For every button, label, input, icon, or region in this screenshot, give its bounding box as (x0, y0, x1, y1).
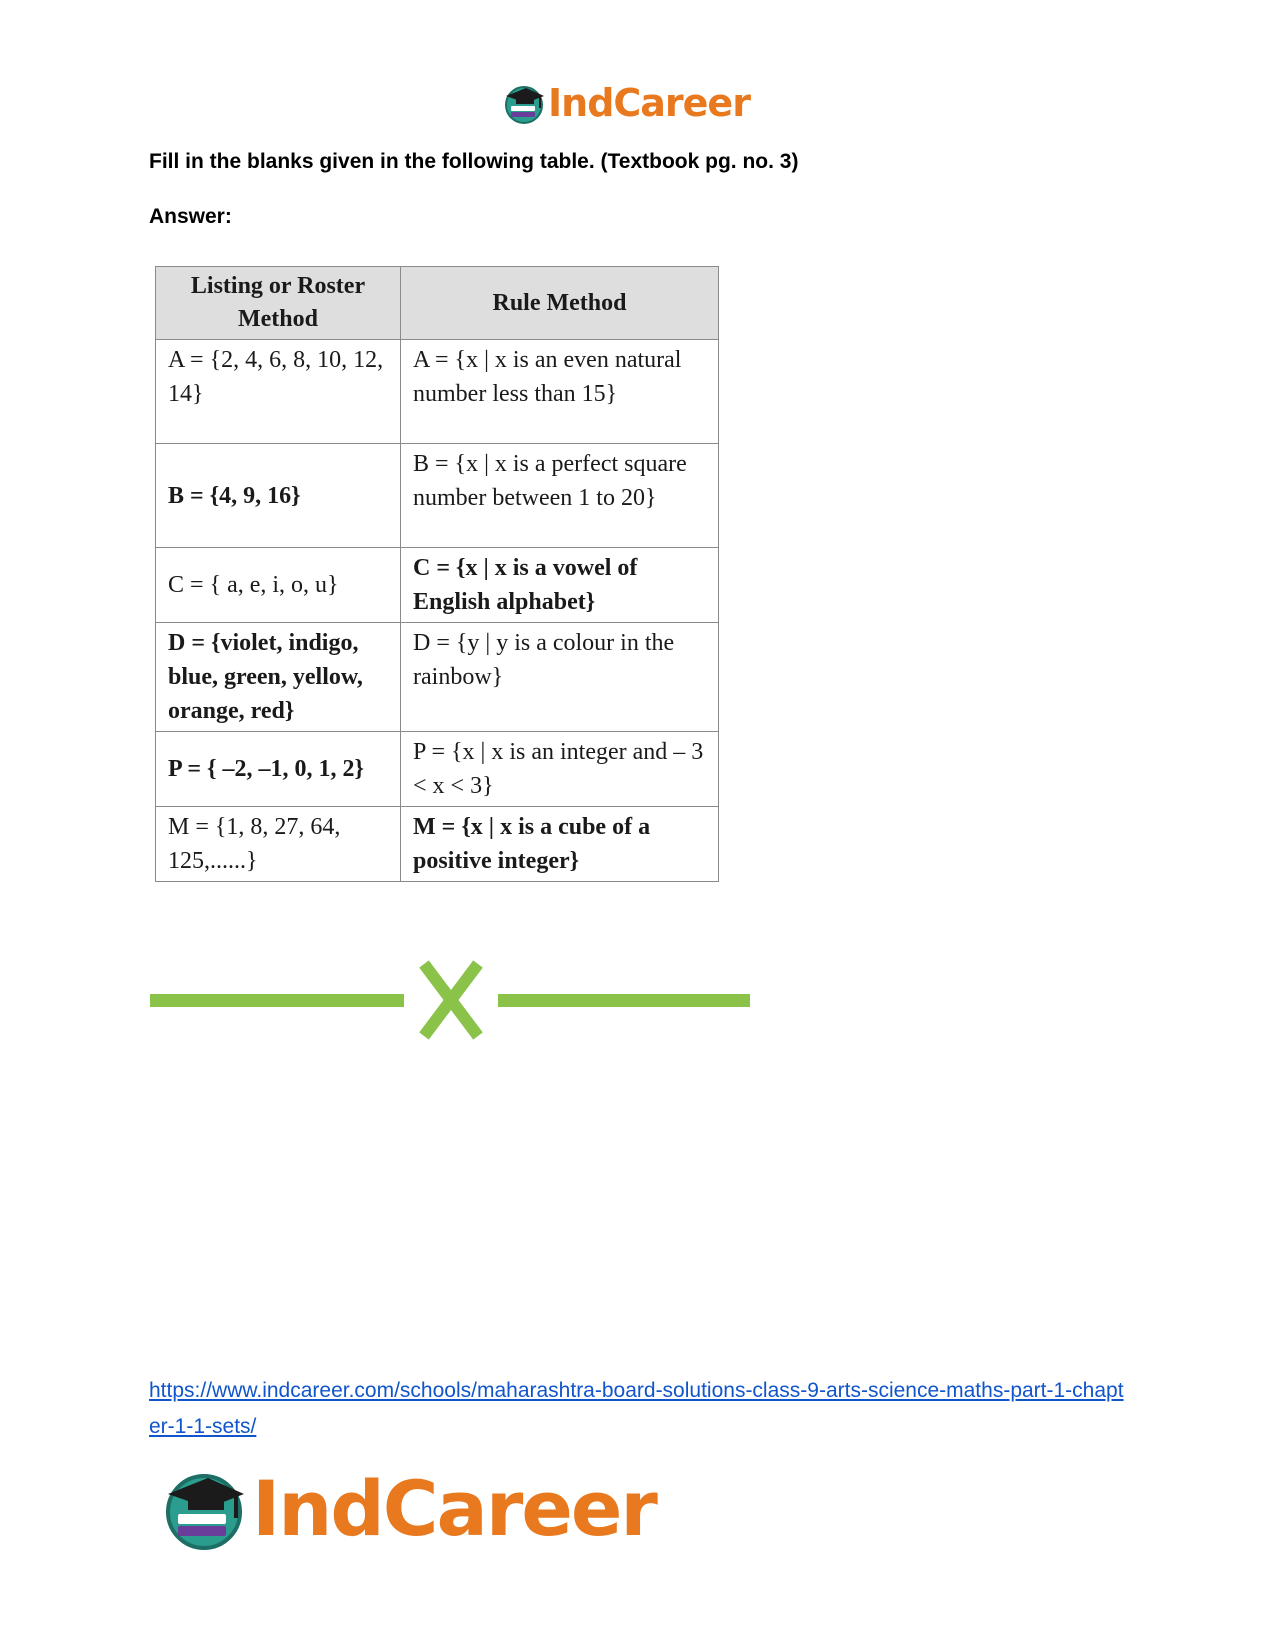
rule-cell: A = {x | x is an even natural number less than 15} (401, 340, 719, 444)
x-cross-icon (424, 964, 478, 1036)
roster-cell: M = {1, 8, 27, 64, 125,......} (156, 807, 401, 882)
table-row (156, 548, 719, 623)
table-row (156, 340, 719, 444)
table-row (156, 732, 719, 807)
roster-cell: D = {violet, indigo, blue, green, yellow, orange, red} (156, 623, 401, 732)
table-row (156, 807, 719, 882)
sets-table (155, 266, 719, 882)
source-link[interactable]: https://www.indcareer.com/schools/maharashtra-board-solutions-class-9-arts-science-maths-part-1-chapter-1-1-sets/ (149, 1379, 1124, 1438)
roster-cell: C = { a, e, i, o, u} (156, 548, 401, 623)
roster-cell: P = { –2, –1, 0, 1, 2} (156, 732, 401, 807)
indcareer-logo-bottom (160, 1462, 656, 1554)
rule-cell: P = {x | x is an integer and – 3 < x < 3} (401, 732, 719, 807)
header-rule-method: Rule Method (401, 267, 719, 340)
rule-cell: D = {y | y is a colour in the rainbow} (401, 623, 719, 732)
rule-cell: B = {x | x is a perfect square number between 1 to 20} (401, 444, 719, 548)
brand-name: IndCareer (252, 1463, 656, 1553)
header-roster-method: Listing or Roster Method (156, 267, 401, 340)
graduation-cap-book-icon (502, 81, 546, 125)
question-text: Fill in the blanks given in the following table. (Textbook pg. no. 3) (149, 150, 799, 173)
table-row (156, 444, 719, 548)
answer-label: Answer: (149, 205, 232, 228)
brand-name: IndCareer (548, 81, 750, 125)
roster-cell: B = {4, 9, 16} (156, 444, 401, 548)
section-divider (150, 960, 750, 1040)
table-row (156, 623, 719, 732)
rule-cell: C = {x | x is a vowel of English alphabet} (401, 548, 719, 623)
roster-cell: A = {2, 4, 6, 8, 10, 12, 14} (156, 340, 401, 444)
graduation-cap-book-icon (160, 1464, 248, 1552)
rule-cell: M = {x | x is a cube of a positive integer} (401, 807, 719, 882)
indcareer-logo-top (502, 80, 750, 126)
table-header-row (156, 267, 719, 340)
